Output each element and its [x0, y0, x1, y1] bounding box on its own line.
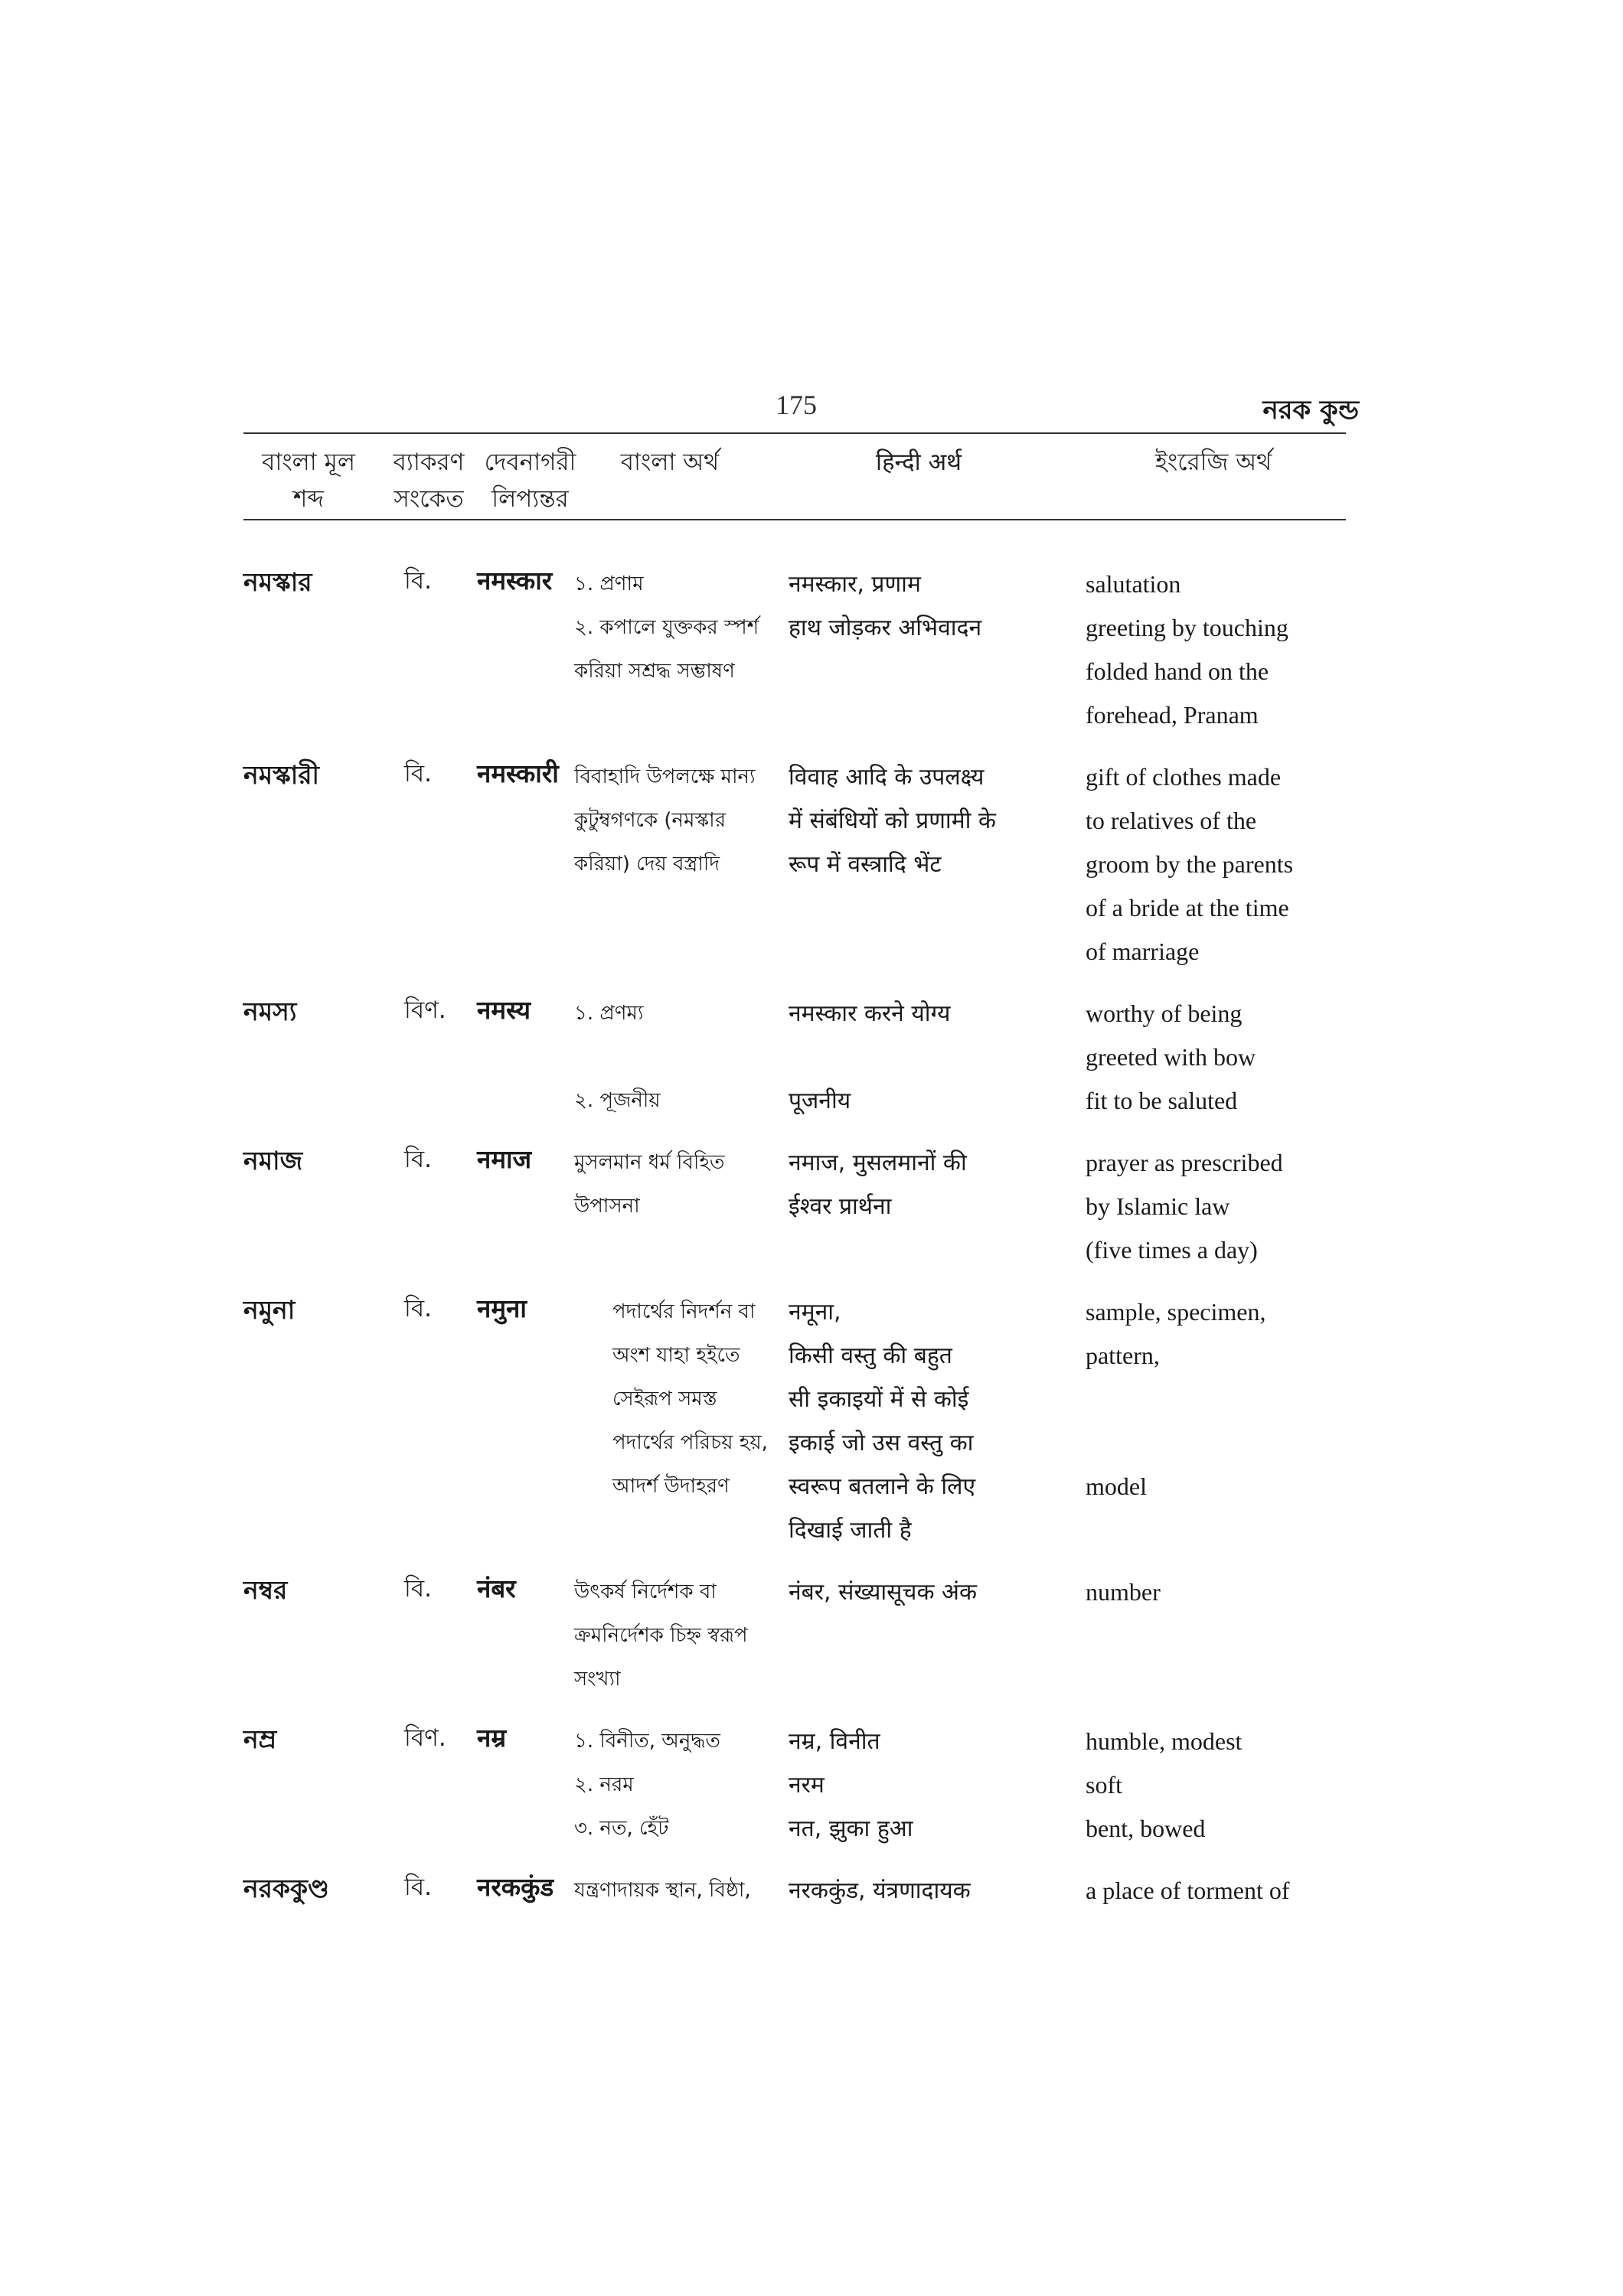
- bengali-meaning: সেইরূপ সমস্ত: [612, 1388, 717, 1411]
- bengali-meaning: পদার্থের পরিচয় হয়,: [612, 1431, 768, 1454]
- english-meaning: gift of clothes made: [1086, 763, 1282, 791]
- meaning-line: [0, 886, 1623, 930]
- header-column: [243, 444, 374, 517]
- dictionary-entry: [0, 1290, 1623, 1570]
- entry-devanagari: नमस्य: [477, 995, 531, 1025]
- meaning-line: [0, 1658, 1623, 1701]
- bengali-meaning: ১. প্রণম্য: [574, 1002, 644, 1025]
- header-rule-top: [243, 432, 1346, 434]
- english-meaning: groom by the parents: [1086, 850, 1294, 878]
- header-column-line: हिन्दी अर्थ: [876, 448, 962, 476]
- meaning-line: [0, 1763, 1623, 1807]
- meaning-line: [0, 1079, 1623, 1123]
- dictionary-entry: [0, 1570, 1623, 1720]
- meaning-line: [0, 1185, 1623, 1228]
- entry-meanings: [0, 1141, 1623, 1272]
- english-meaning: greeting by touching: [1086, 614, 1288, 641]
- english-meaning: model: [1086, 1473, 1147, 1500]
- entry-headword: নমাজ: [243, 1146, 303, 1176]
- entry-grammar-tag: বি.: [404, 1295, 432, 1322]
- english-meaning: bent, bowed: [1086, 1815, 1206, 1842]
- bengali-meaning: উৎকর্ষ নির্দেশক বা: [574, 1580, 717, 1603]
- meaning-line: [0, 1807, 1623, 1851]
- header-column-line: বাংলা অর্থ: [620, 448, 720, 476]
- header-column-line: বাংলা মূল: [262, 448, 355, 476]
- meaning-line: [0, 650, 1623, 693]
- entry-headword: নমস্য: [243, 996, 297, 1026]
- english-meaning: prayer as prescribed: [1086, 1149, 1283, 1176]
- meaning-line: [0, 1141, 1623, 1185]
- english-meaning: fit to be saluted: [1086, 1087, 1238, 1114]
- hindi-meaning: इकाई जो उस वस्तु का: [789, 1430, 974, 1456]
- bengali-meaning: উপাসনা: [574, 1195, 640, 1218]
- dictionary-entries: [0, 563, 1623, 1913]
- hindi-meaning: दिखाई जाती है: [789, 1517, 912, 1544]
- hindi-meaning: नत, झुका हुआ: [789, 1815, 913, 1842]
- header-column: [383, 444, 475, 517]
- meaning-line: [0, 1035, 1623, 1079]
- english-meaning: folded hand on the: [1086, 657, 1269, 685]
- header-column-line: লিপ্যন্তর: [491, 485, 569, 514]
- entry-headword: নম্র: [243, 1724, 277, 1754]
- english-meaning: to relatives of the: [1086, 807, 1257, 834]
- meaning-line: [0, 1508, 1623, 1552]
- entry-headword: নমস্কারী: [243, 760, 319, 790]
- bengali-meaning: ২. নরম: [574, 1773, 634, 1796]
- english-meaning: of a bride at the time: [1086, 894, 1289, 921]
- english-meaning: by Islamic law: [1086, 1192, 1230, 1220]
- hindi-meaning: ईश्वर प्रार्थना: [789, 1193, 892, 1220]
- english-meaning: number: [1086, 1578, 1161, 1606]
- header-column-line: ইংরেজি অর্থ: [1154, 448, 1272, 476]
- hindi-meaning: किसी वस्तु की बहुत: [789, 1342, 952, 1369]
- meaning-line: [0, 693, 1623, 737]
- hindi-meaning: स्वरूप बतलाने के लिए: [789, 1473, 976, 1500]
- entry-devanagari: नरककुंड: [477, 1872, 554, 1902]
- meaning-line: [0, 1290, 1623, 1334]
- bengali-meaning: অংশ যাহা হইতে: [612, 1344, 740, 1367]
- meaning-line: [0, 1720, 1623, 1763]
- dictionary-entry: [0, 1720, 1623, 1869]
- header-column-line: শব্দ: [292, 485, 325, 514]
- entry-meanings: [0, 992, 1623, 1123]
- hindi-meaning: नमस्कार करने योग्य: [789, 1000, 951, 1027]
- hindi-meaning: पूजनीय: [789, 1088, 851, 1114]
- hindi-meaning: नमस्कार, प्रणाम: [789, 571, 921, 598]
- bengali-meaning: করিয়া সশ্রদ্ধ সম্ভাষণ: [574, 660, 735, 683]
- entry-grammar-tag: বি.: [404, 1575, 432, 1603]
- meaning-line: [0, 563, 1623, 606]
- english-meaning: worthy of being: [1086, 1000, 1243, 1027]
- dictionary-entry: [0, 1869, 1623, 1913]
- header-column: [796, 444, 1041, 481]
- bengali-meaning: ২. কপালে যুক্তকর স্পর্শ: [574, 616, 759, 639]
- entry-headword: নমস্কার: [243, 567, 312, 597]
- bengali-meaning: করিয়া) দেয় বস্ত্রাদি: [574, 853, 720, 876]
- entry-grammar-tag: বি.: [404, 567, 432, 595]
- meaning-line: [0, 799, 1623, 843]
- bengali-meaning: ১. প্রণাম: [574, 572, 644, 595]
- meaning-line: [0, 1869, 1623, 1913]
- entry-devanagari: नमस्कारी: [477, 758, 559, 788]
- hindi-meaning: हाथ जोड़कर अभिवादन: [789, 615, 982, 641]
- meaning-line: [0, 930, 1623, 974]
- bengali-meaning: কুটুম্বগণকে (নমস্কার: [574, 809, 727, 832]
- meaning-line: [0, 1334, 1623, 1378]
- meaning-line: [0, 992, 1623, 1035]
- entry-devanagari: नमस्कार: [477, 566, 553, 595]
- dictionary-entry: [0, 992, 1623, 1141]
- meaning-line: [0, 1421, 1623, 1465]
- english-meaning: soft: [1086, 1771, 1122, 1799]
- header-column-line: ব্যাকরণ: [393, 448, 465, 476]
- entry-grammar-tag: বি.: [404, 1146, 432, 1173]
- entry-meanings: [0, 563, 1623, 737]
- meaning-line: [0, 606, 1623, 650]
- bengali-meaning: ১. বিনীত, অনুদ্ধত: [574, 1730, 720, 1753]
- dictionary-entry: [0, 563, 1623, 755]
- bengali-meaning: সংখ্যা: [574, 1668, 621, 1691]
- english-meaning: of marriage: [1086, 938, 1200, 965]
- entry-devanagari: नमाज: [477, 1144, 532, 1174]
- meaning-line: [0, 755, 1623, 799]
- entry-devanagari: नमुना: [477, 1293, 527, 1323]
- entry-meanings: [0, 1290, 1623, 1552]
- entry-headword: নম্বর: [243, 1575, 288, 1605]
- english-meaning: salutation: [1086, 570, 1181, 598]
- dictionary-entry: [0, 1141, 1623, 1290]
- header-rule-bottom: [243, 519, 1346, 520]
- entry-meanings: [0, 755, 1623, 974]
- dictionary-entry: [0, 755, 1623, 992]
- header-column: [582, 444, 758, 481]
- header-column-line: দেবনাগরী: [484, 448, 576, 476]
- bengali-meaning: আদর্শ উদাহরণ: [612, 1475, 730, 1498]
- english-meaning: (five times a day): [1086, 1236, 1258, 1264]
- bengali-meaning: মুসলমান ধর্ম বিহিত: [574, 1151, 725, 1174]
- running-head: নরক কুন্ড: [1262, 395, 1359, 426]
- meaning-line: [0, 1228, 1623, 1272]
- bengali-meaning: পদার্থের নিদর্শন বা: [612, 1300, 756, 1323]
- hindi-meaning: नमूना,: [789, 1299, 841, 1326]
- bengali-meaning: ৩. নত, হেঁট: [574, 1817, 669, 1840]
- english-meaning: greeted with bow: [1086, 1043, 1256, 1071]
- entry-grammar-tag: বি.: [404, 1874, 432, 1901]
- hindi-meaning: विवाह आदि के उपलक्ष्य: [789, 764, 985, 791]
- entry-grammar-tag: বিণ.: [404, 1724, 446, 1752]
- hindi-meaning: नरककुंड, यंत्रणादायक: [789, 1877, 971, 1904]
- header-column: [475, 444, 586, 517]
- entry-headword: নমুনা: [243, 1295, 296, 1325]
- meaning-line: [0, 1465, 1623, 1508]
- hindi-meaning: नरम: [789, 1772, 825, 1799]
- english-meaning: sample, specimen,: [1086, 1298, 1266, 1326]
- entry-meanings: [0, 1720, 1623, 1851]
- entry-grammar-tag: বি.: [404, 760, 432, 788]
- entry-headword: নরককুণ্ড: [243, 1874, 330, 1903]
- bengali-meaning: বিবাহাদি উপলক্ষে মান্য: [574, 765, 756, 788]
- english-meaning: forehead, Pranam: [1086, 701, 1259, 729]
- header-column: [1095, 444, 1332, 481]
- header-column-line: সংকেত: [394, 485, 464, 514]
- meaning-line: [0, 1614, 1623, 1658]
- entry-grammar-tag: বিণ.: [404, 996, 446, 1024]
- hindi-meaning: नमाज, मुसलमानों की: [789, 1150, 967, 1176]
- hindi-meaning: सी इकाइयों में से कोई: [789, 1386, 969, 1413]
- entry-devanagari: नंबर: [477, 1574, 516, 1603]
- english-meaning: a place of torment of: [1086, 1877, 1290, 1904]
- entry-meanings: [0, 1869, 1623, 1913]
- bengali-meaning: ২. পূজনীয়: [574, 1089, 661, 1112]
- english-meaning: humble, modest: [1086, 1727, 1243, 1755]
- meaning-line: [0, 1378, 1623, 1421]
- hindi-meaning: नंबर, संख्यासूचक अंक: [789, 1579, 977, 1606]
- page-number: 175: [776, 390, 817, 420]
- entry-devanagari: नम्र: [477, 1723, 507, 1753]
- hindi-meaning: नम्र, विनीत: [789, 1728, 880, 1755]
- hindi-meaning: रूप में वस्त्रादि भेंट: [789, 851, 942, 878]
- meaning-line: [0, 843, 1623, 886]
- entry-meanings: [0, 1570, 1623, 1701]
- meaning-line: [0, 1570, 1623, 1614]
- bengali-meaning: ক্রমনির্দেশক চিহ্ন স্বরূপ: [574, 1624, 748, 1647]
- english-meaning: pattern,: [1086, 1342, 1160, 1369]
- hindi-meaning: में संबंधियों को प्रणामी के: [789, 807, 996, 834]
- bengali-meaning: যন্ত্রণাদায়ক স্থান, বিষ্ঠা,: [574, 1879, 751, 1902]
